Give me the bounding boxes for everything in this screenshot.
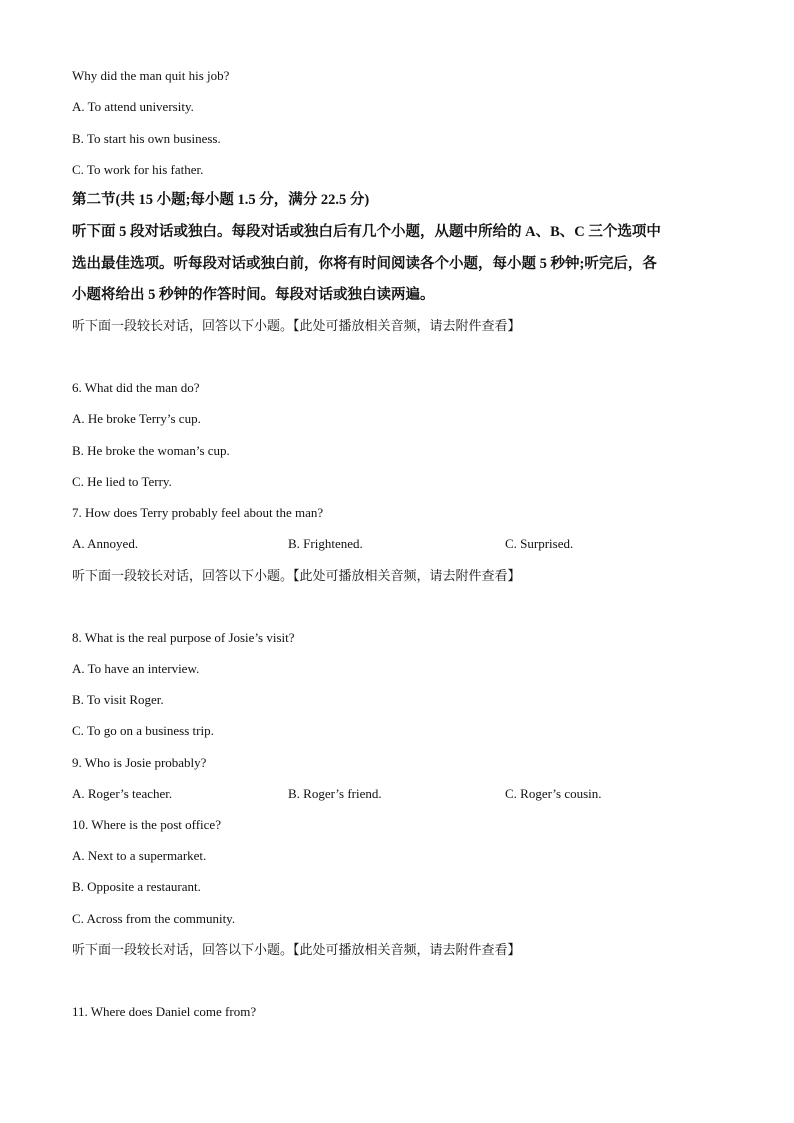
q7-option-c: C. Surprised.	[505, 536, 574, 551]
q9-option-c: C. Roger’s cousin.	[505, 786, 602, 801]
q5-option-c: C. To work for his father.	[72, 162, 204, 177]
q8-option-a: A. To have an interview.	[72, 661, 200, 676]
q10-option-a: A. Next to a supermarket.	[72, 848, 207, 863]
q6-stem: 6. What did the man do?	[72, 380, 200, 395]
q10-option-b: B. Opposite a restaurant.	[72, 879, 201, 894]
q10-option-c: C. Across from the community.	[72, 911, 236, 926]
q5-stem: Why did the man quit his job?	[72, 68, 230, 83]
q7-stem: 7. How does Terry probably feel about the man?	[72, 505, 324, 520]
section2-instruction-3: 小题将给出 5 秒钟的作答时间。每段对话或独白读两遍。	[72, 287, 435, 303]
q8-stem: 8. What is the real purpose of Josie’s visit?	[72, 630, 295, 645]
q9-option-a: A. Roger’s teacher.	[72, 786, 173, 801]
q9-option-b: B. Roger’s friend.	[288, 786, 382, 801]
q7-option-a: A. Annoyed.	[72, 536, 139, 551]
audio-note: 听下面一段较长对话，回答以下小题。【此处可播放相关音频，请去附件查看】	[72, 942, 521, 957]
q5-option-b: B. To start his own business.	[72, 131, 221, 146]
audio-note: 听下面一段较长对话，回答以下小题。【此处可播放相关音频，请去附件查看】	[72, 318, 521, 333]
q6-option-b: B. He broke the woman’s cup.	[72, 443, 230, 458]
q8-option-c: C. To go on a business trip.	[72, 723, 214, 738]
section2-title: 第二节(共 15 小题;每小题 1.5 分，满分 22.5 分)	[72, 192, 370, 208]
q11-stem: 11. Where does Daniel come from?	[72, 1004, 257, 1019]
q10-stem: 10. Where is the post office?	[72, 817, 221, 832]
audio-note: 听下面一段较长对话，回答以下小题。【此处可播放相关音频，请去附件查看】	[72, 568, 521, 583]
q5-option-a: A. To attend university.	[72, 99, 194, 114]
q7-option-b: B. Frightened.	[288, 536, 363, 551]
section2-instruction-1: 听下面 5 段对话或独白。每段对话或独白后有几个小题，从题中所给的 A、B、C 三个选项中	[72, 224, 661, 240]
section2-instruction-2: 选出最佳选项。听每段对话或独白前，你将有时间阅读各个小题，每小题 5 秒钟;听完后，各	[72, 256, 657, 272]
q8-option-b: B. To visit Roger.	[72, 692, 164, 707]
q6-option-a: A. He broke Terry’s cup.	[72, 411, 201, 426]
q6-option-c: C. He lied to Terry.	[72, 474, 172, 489]
q9-stem: 9. Who is Josie probably?	[72, 755, 207, 770]
